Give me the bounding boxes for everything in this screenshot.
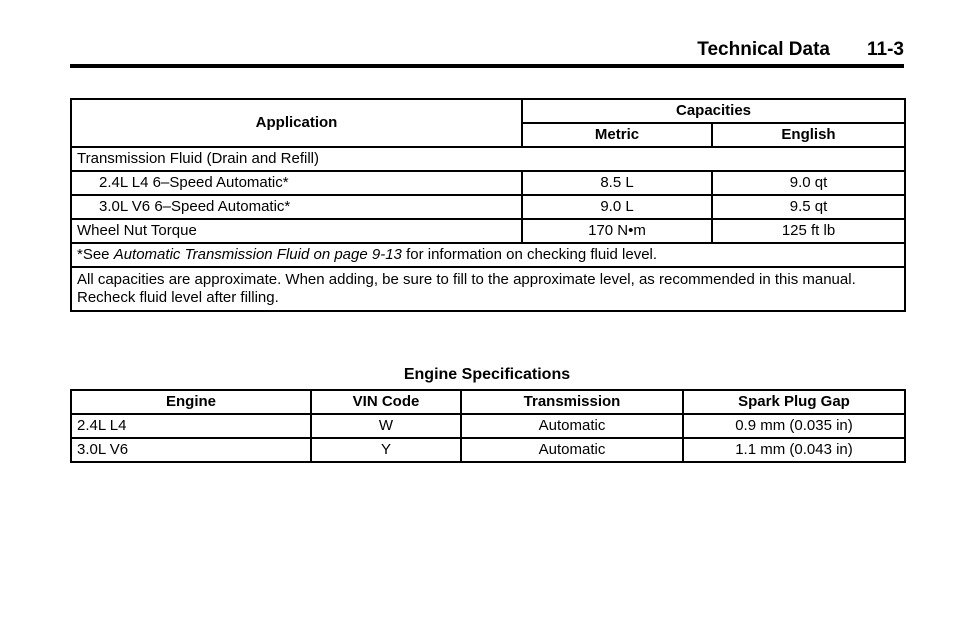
section-transmission-fluid: Transmission Fluid (Drain and Refill)	[71, 147, 905, 171]
vin-code-header: VIN Code	[311, 390, 461, 414]
english-header: English	[712, 123, 905, 147]
table-row	[71, 438, 905, 462]
capacities-table	[70, 98, 906, 312]
table-row	[71, 219, 905, 243]
vin-code-cell: Y	[311, 438, 461, 462]
footnote-prefix: *See	[77, 246, 114, 263]
english-cell: 9.5 qt	[712, 195, 905, 219]
table-row	[71, 171, 905, 195]
application-cell: Wheel Nut Torque	[71, 219, 522, 243]
spark-plug-gap-cell: 1.1 mm (0.043 in)	[683, 438, 905, 462]
metric-header: Metric	[522, 123, 712, 147]
transmission-header: Transmission	[461, 390, 683, 414]
cross-reference-link[interactable]: Automatic Transmission Fluid on page 9-13	[113, 246, 402, 263]
engine-specifications-title: Engine Specifications	[403, 366, 571, 383]
page-number: 11-3	[867, 39, 904, 60]
transmission-cell: Automatic	[461, 414, 683, 438]
table-row	[71, 414, 905, 438]
metric-cell: 8.5 L	[522, 171, 712, 195]
engine-header: Engine	[71, 390, 311, 414]
application-cell: 3.0L V6 6–Speed Automatic*	[71, 195, 522, 219]
capacities-header: Capacities	[522, 99, 905, 123]
vin-code-cell: W	[311, 414, 461, 438]
spark-plug-gap-cell: 0.9 mm (0.035 in)	[683, 414, 905, 438]
engine-cell: 3.0L V6	[71, 438, 311, 462]
footnote-approximate: All capacities are approximate. When adding, be sure to fill to the approximate level, as recommended in this manual. Recheck fluid level after filling.	[71, 267, 905, 311]
engine-specifications-table	[70, 389, 906, 463]
metric-cell: 170 N•m	[522, 219, 712, 243]
page-title: Technical Data	[697, 39, 830, 60]
english-cell: 125 ft lb	[712, 219, 905, 243]
application-header: Application	[71, 99, 522, 147]
footnote-fluid-check	[71, 243, 905, 267]
application-cell: 2.4L L4 6–Speed Automatic*	[71, 171, 522, 195]
metric-cell: 9.0 L	[522, 195, 712, 219]
table-row	[71, 195, 905, 219]
page-header	[70, 38, 904, 68]
engine-cell: 2.4L L4	[71, 414, 311, 438]
english-cell: 9.0 qt	[712, 171, 905, 195]
spark-plug-gap-header: Spark Plug Gap	[683, 390, 905, 414]
footnote-suffix: for information on checking fluid level.	[401, 246, 658, 263]
transmission-cell: Automatic	[461, 438, 683, 462]
